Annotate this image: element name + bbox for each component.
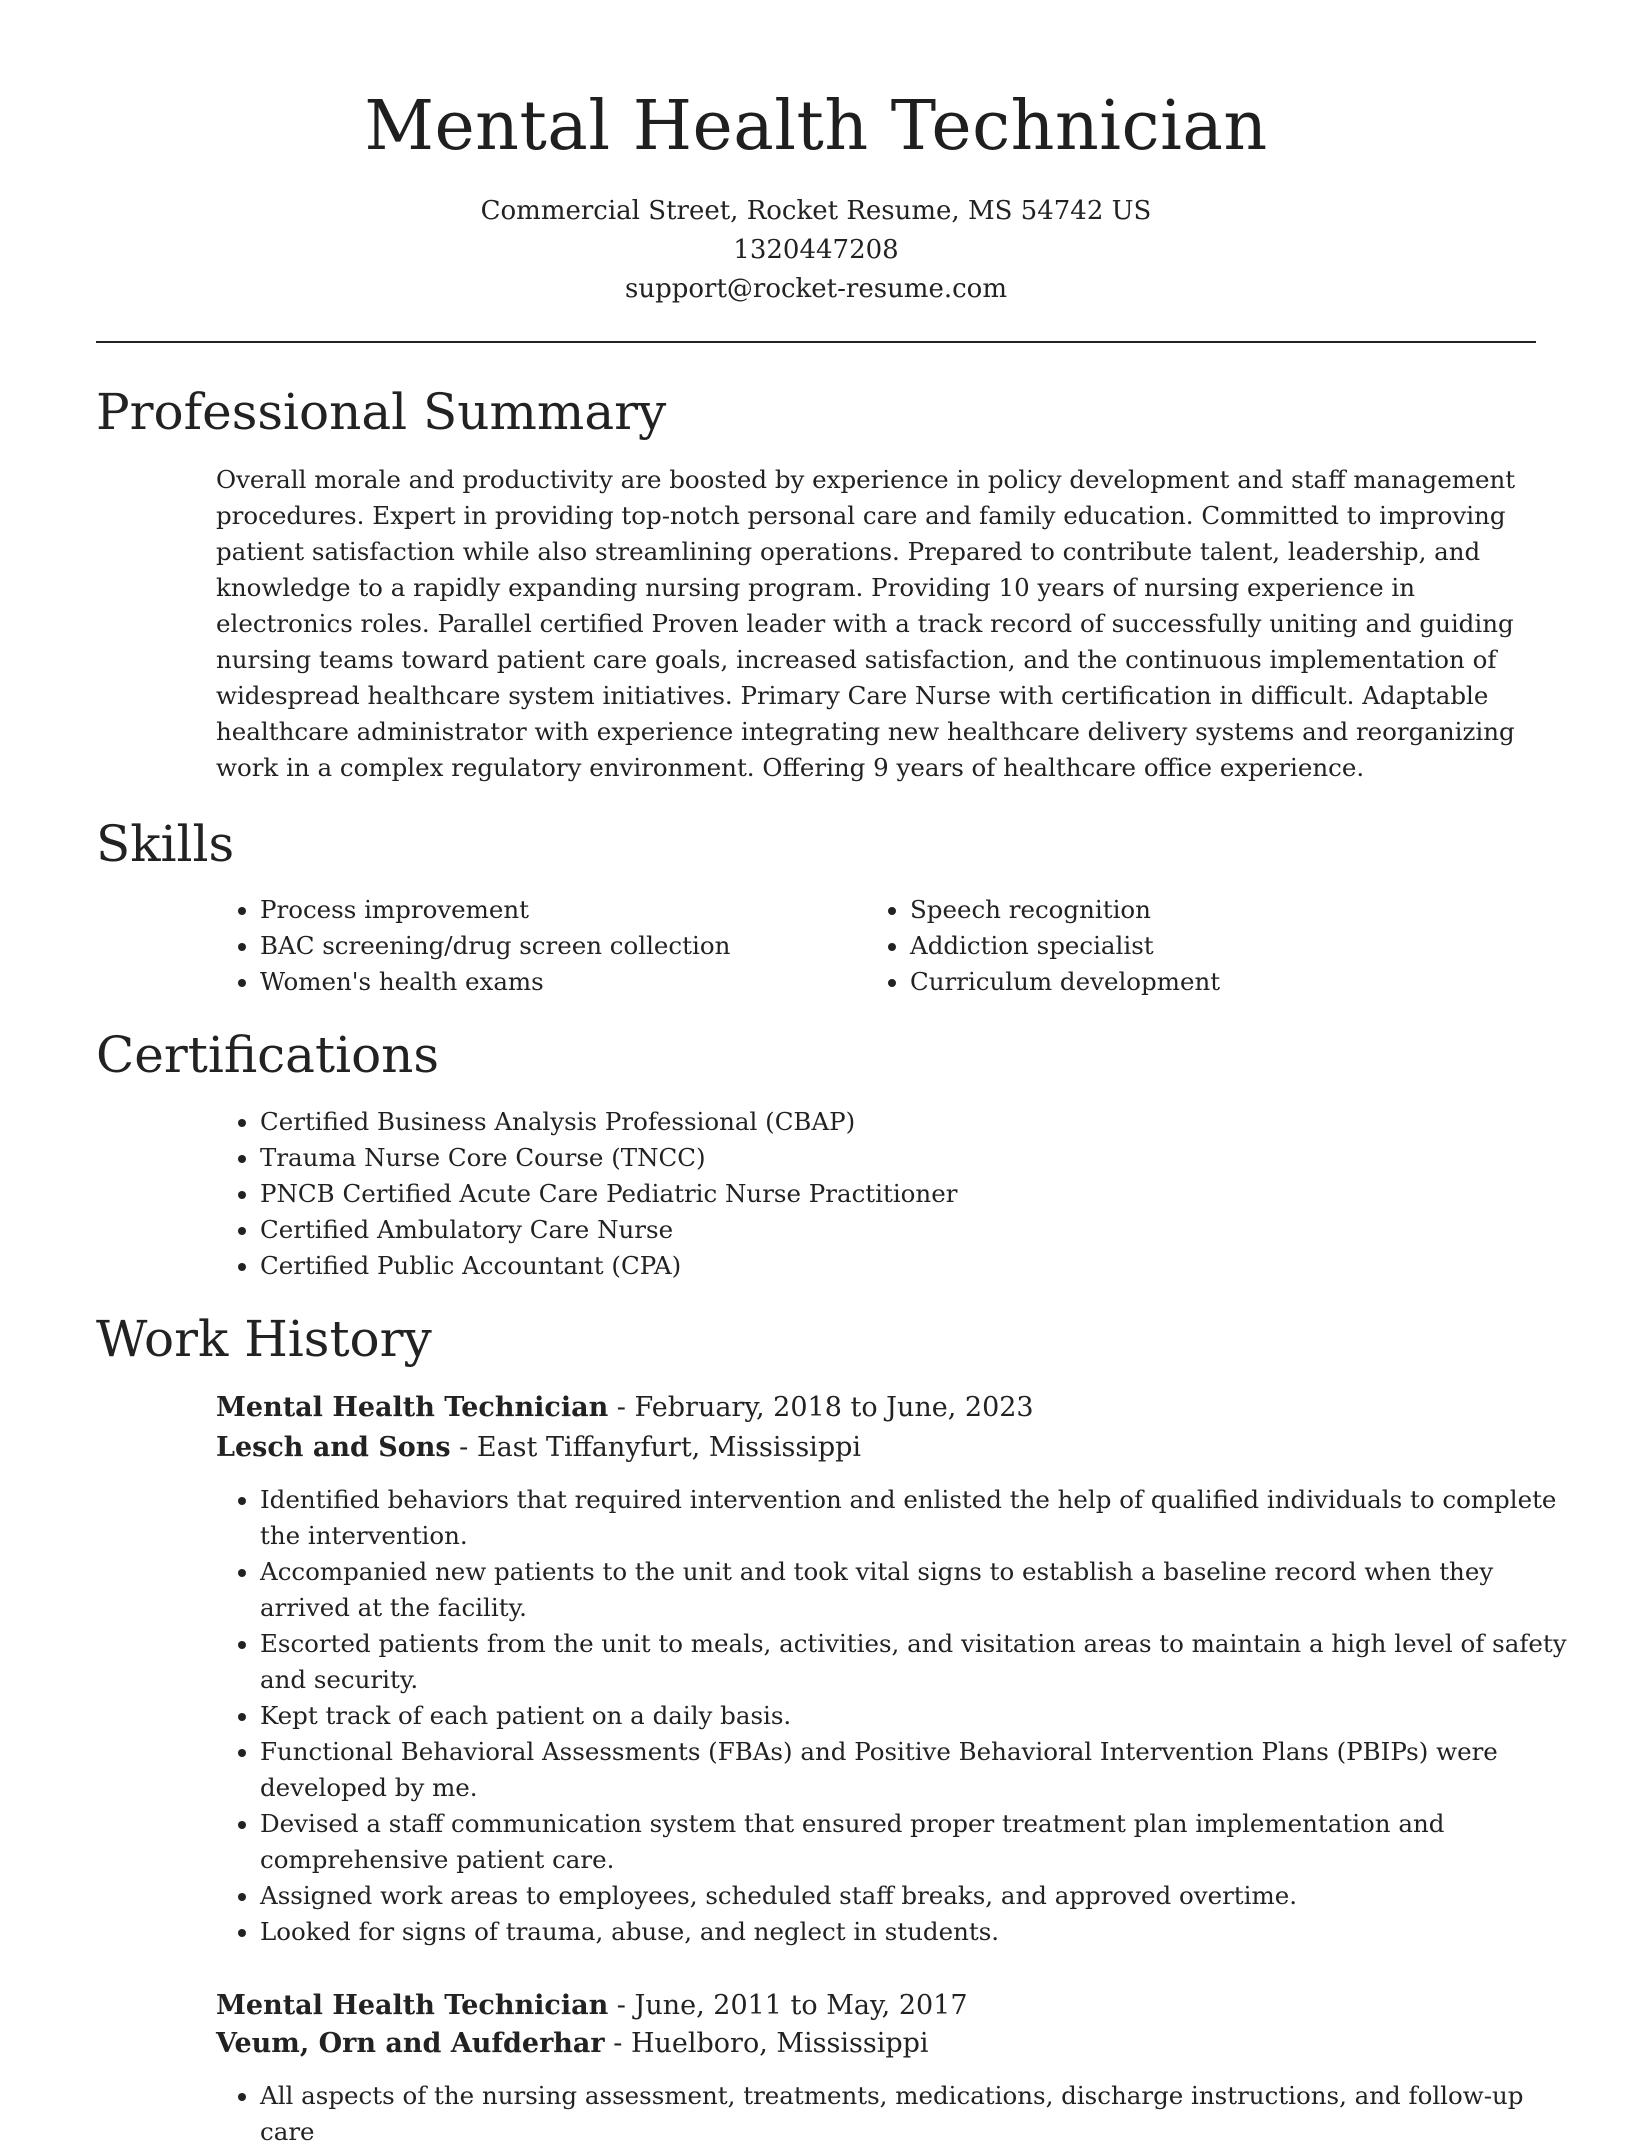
job-bullet: • Looked for signs of trauma, abuse, and neglect in students. <box>260 1914 1570 1950</box>
work-history-heading: Work History <box>96 1310 432 1368</box>
contact-email: support@rocket-resume.com <box>624 274 1007 304</box>
job-location: East Tiffanyfurt, Mississippi <box>476 1432 862 1463</box>
header-divider <box>96 341 1536 343</box>
job-bullets <box>216 1482 1570 1950</box>
job-bullets <box>216 2078 1570 2150</box>
job-location: Huelboro, Mississippi <box>630 2028 929 2059</box>
contact-phone: 1320447208 <box>733 235 899 265</box>
summary-heading: Professional Summary <box>96 383 667 441</box>
job-separator: - <box>604 2028 631 2059</box>
certification-item: • PNCB Certified Acute Care Pediatric Nurse Practitioner <box>260 1176 1560 1212</box>
certification-item: • Certified Public Accountant (CPA) <box>260 1248 1560 1284</box>
job-position-line <box>216 1986 968 2026</box>
contact-block <box>0 192 1632 309</box>
job-company-line <box>216 2024 929 2064</box>
job-dates: June, 2011 to May, 2017 <box>634 1990 968 2021</box>
certifications-list <box>216 1104 1560 1284</box>
certification-item: • Certified Ambulatory Care Nurse <box>260 1212 1560 1248</box>
summary-text: Overall morale and productivity are boosted by experience in policy development and staff management procedures. Expert in providing top-notch personal care and family education. Committed to improving patient satisfaction while also streamlining operations. Prepared to contribute talent, leadership, and knowledge to a rapidly expanding nursing program. Providing 10 years of nursing experience in electronics roles. Parallel certified Proven leader with a track record of successfully uniting and guiding nursing teams toward patient care goals, increased satisfaction, and the continuous implementation of widespread healthcare system initiatives. Primary Care Nurse with certification in difficult. Adaptable healthcare administrator with experience integrating new healthcare delivery systems and reorganizing work in a complex regulatory environment. Offering 9 years of healthcare office experience. <box>216 465 1516 782</box>
skill-item: • Curriculum development <box>910 964 1510 1000</box>
skill-item: • Women's health exams <box>260 964 820 1000</box>
job-bullet: • Escorted patients from the unit to meals, activities, and visitation areas to maintain a high level of safety and security. <box>260 1626 1570 1698</box>
certification-item: • Trauma Nurse Core Course (TNCC) <box>260 1140 1560 1176</box>
skill-item: • BAC screening/drug screen collection <box>260 928 820 964</box>
skill-item: • Addiction specialist <box>910 928 1510 964</box>
job-bullet: • Devised a staff communication system that ensured proper treatment plan implementation and comprehensive patient care. <box>260 1806 1570 1878</box>
job-bullet: • All aspects of the nursing assessment, treatments, medications, discharge instructions, and follow-up care <box>260 2078 1570 2150</box>
skills-heading: Skills <box>96 815 235 873</box>
skill-item: • Process improvement <box>260 892 820 928</box>
candidate-name: Mental Health Technician <box>364 87 1268 166</box>
job-bullet: • Assigned work areas to employees, scheduled staff breaks, and approved overtime. <box>260 1878 1570 1914</box>
job-position: Mental Health Technician <box>216 1392 609 1423</box>
skills-list-right <box>866 892 1510 1000</box>
job-company: Veum, Orn and Aufderhar <box>216 2028 605 2059</box>
job-position: Mental Health Technician <box>216 1990 609 2021</box>
job-separator: - <box>608 1990 635 2021</box>
job-bullet: • Functional Behavioral Assessments (FBAs) and Positive Behavioral Intervention Plans (PBIPs) were developed by me. <box>260 1734 1570 1806</box>
job-company: Lesch and Sons <box>216 1432 451 1463</box>
job-separator: - <box>450 1432 477 1463</box>
skills-list-left <box>216 892 820 1000</box>
job-bullet: • Accompanied new patients to the unit and took vital signs to establish a baseline record when they arrived at the facility. <box>260 1554 1570 1626</box>
certifications-heading: Certifications <box>96 1026 440 1084</box>
resume-header <box>0 0 1632 309</box>
job-bullet: • Kept track of each patient on a daily basis. <box>260 1698 1570 1734</box>
certification-item: • Certified Business Analysis Professional (CBAP) <box>260 1104 1560 1140</box>
job-dates: February, 2018 to June, 2023 <box>634 1392 1034 1423</box>
job-bullet: • Identified behaviors that required intervention and enlisted the help of qualified individuals to complete the intervention. <box>260 1482 1570 1554</box>
job-company-line <box>216 1428 861 1468</box>
job-separator: - <box>608 1392 635 1423</box>
job-position-line <box>216 1388 1034 1428</box>
skill-item: • Speech recognition <box>910 892 1510 928</box>
contact-address: Commercial Street, Rocket Resume, MS 54742 US <box>480 196 1152 226</box>
